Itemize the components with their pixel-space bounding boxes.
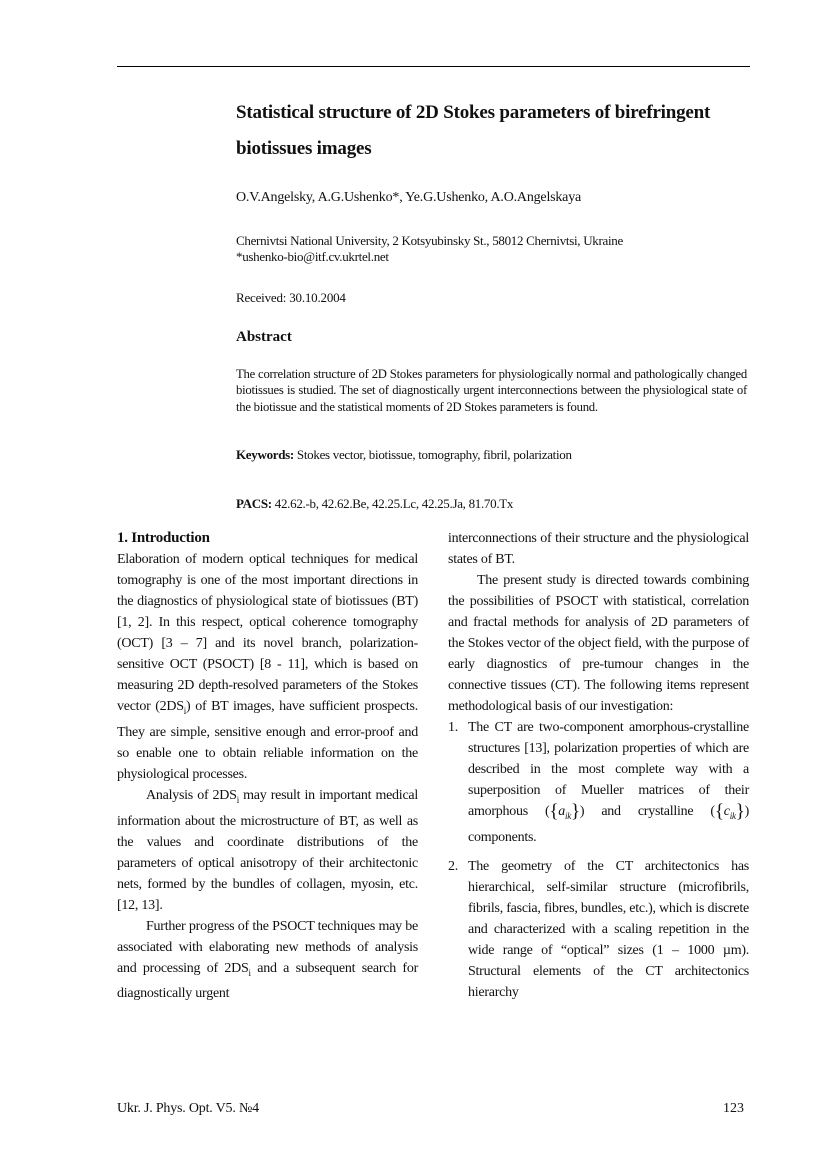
amorphous-matrix-symbol: $\{a_{ik}\}$ (549, 801, 580, 822)
paragraph-3-continued: interconnections of their structure and the physiological states of BT. (448, 531, 749, 567)
pacs (236, 496, 513, 512)
paragraph-2: Analysis of $2DS_i$ may result in important medical information about the microstructure of BT, as well as the values and coordinate distributions of the parameters of optical anisotropy of their architectonic nets, formed by the bundles of collagen, myosin, etc. [12, 13]. (117, 787, 419, 913)
keywords-label: Keywords: (236, 447, 294, 462)
list-item-number: 1. (448, 720, 458, 735)
abstract-text: The correlation structure of 2D Stokes parameters for physiologically normal and pathologically changed biotissues is studied. The set of diagnostically urgent interconnections between the physiological state of the biotissue and the statistical moments of 2D Stokes parameters is found. (236, 367, 747, 414)
paragraph-1: Elaboration of modern optical techniques for medical tomography is one of the most important directions in the diagnostics of physiological state of biotissues (BT) [1, 2]. In this respect, optical coherence tomography (OCT) [3 – 7] and its novel branch, polarization-sensitive OCT (PSOCT) [8 - 11], which is based on measuring 2D depth-resolved parameters of the Stokes vector $(2DS_i)$ of BT images, have sufficient prospects. They are simple, sensitive enough and error-proof and so enable one to obtain reliable information on the physiological processes. (117, 552, 418, 782)
paper-title: Statistical structure of 2D Stokes parameters of birefringent biotissues images (236, 102, 711, 159)
left-column (117, 528, 418, 1004)
list-item: 1. The CT are two-component amorphous-crystalline structures [13], polarization properties of which are described in the most complete way with a superposition of Mueller matrices of their amorphous $(\{a_{ik}\})$ and crystalline $(\{c_{ik}\})$ components. (448, 717, 749, 848)
affiliation (236, 233, 623, 265)
affiliation-email: *ushenko-bio@itf.cv.ukrtel.net (236, 249, 389, 264)
page-number: 123 (723, 1101, 744, 1116)
keywords (236, 447, 572, 463)
list-item: 2. The geometry of the CT architectonics has hierarchical, self-similar structure (microfibrils, fibrils, fascia, fibres, bundles, etc.), which is discrete and characterized with a scaling repetition in the wide range of “optical” sizes (1 – 1000 µm). Structural elements of the CT architectonics hierarchy (448, 856, 749, 1003)
numbered-list (448, 717, 749, 1003)
author-list: O.V.Angelsky, A.G.Ushenko*, Ye.G.Ushenko, A.O.Angelskaya (236, 190, 582, 205)
pacs-label: PACS: (236, 496, 272, 511)
keywords-text: Stokes vector, biotissue, tomography, fibril, polarization (296, 447, 572, 462)
paragraph-4: The present study is directed towards combining the possibilities of PSOCT with statistical, correlation and fractal methods for analysis of 2D parameters of the Stokes vector of the object field, with the purpose of early diagnostics of pre-tumour changes in the connective tissues (CT). The following items represent methodological basis of our investigation: (448, 573, 749, 714)
affiliation-address: Chernivtsi National University, 2 Kotsyubinsky St., 58012 Chernivtsi, Ukraine (236, 233, 623, 248)
footer-journal: Ukr. J. Phys. Opt. V5. №4 (117, 1101, 259, 1116)
header-rule (117, 66, 750, 67)
abstract-heading: Abstract (236, 329, 292, 345)
right-column (448, 528, 749, 1003)
received-date: Received: 30.10.2004 (236, 290, 346, 305)
crystalline-matrix-symbol: $\{c_{ik}\}$ (714, 801, 745, 822)
list-item-number: 2. (448, 858, 458, 874)
pacs-text: 42.62.-b, 42.62.Be, 42.25.Lc, 42.25.Ja, 81.70.Tx (274, 496, 514, 511)
section-heading: 1. Introduction (117, 530, 210, 546)
paragraph-3: Further progress of the PSOCT techniques may be associated with elaborating new methods of analysis and processing of $2DS_i$ and a subsequent search for diagnostically urgent (117, 918, 419, 1002)
